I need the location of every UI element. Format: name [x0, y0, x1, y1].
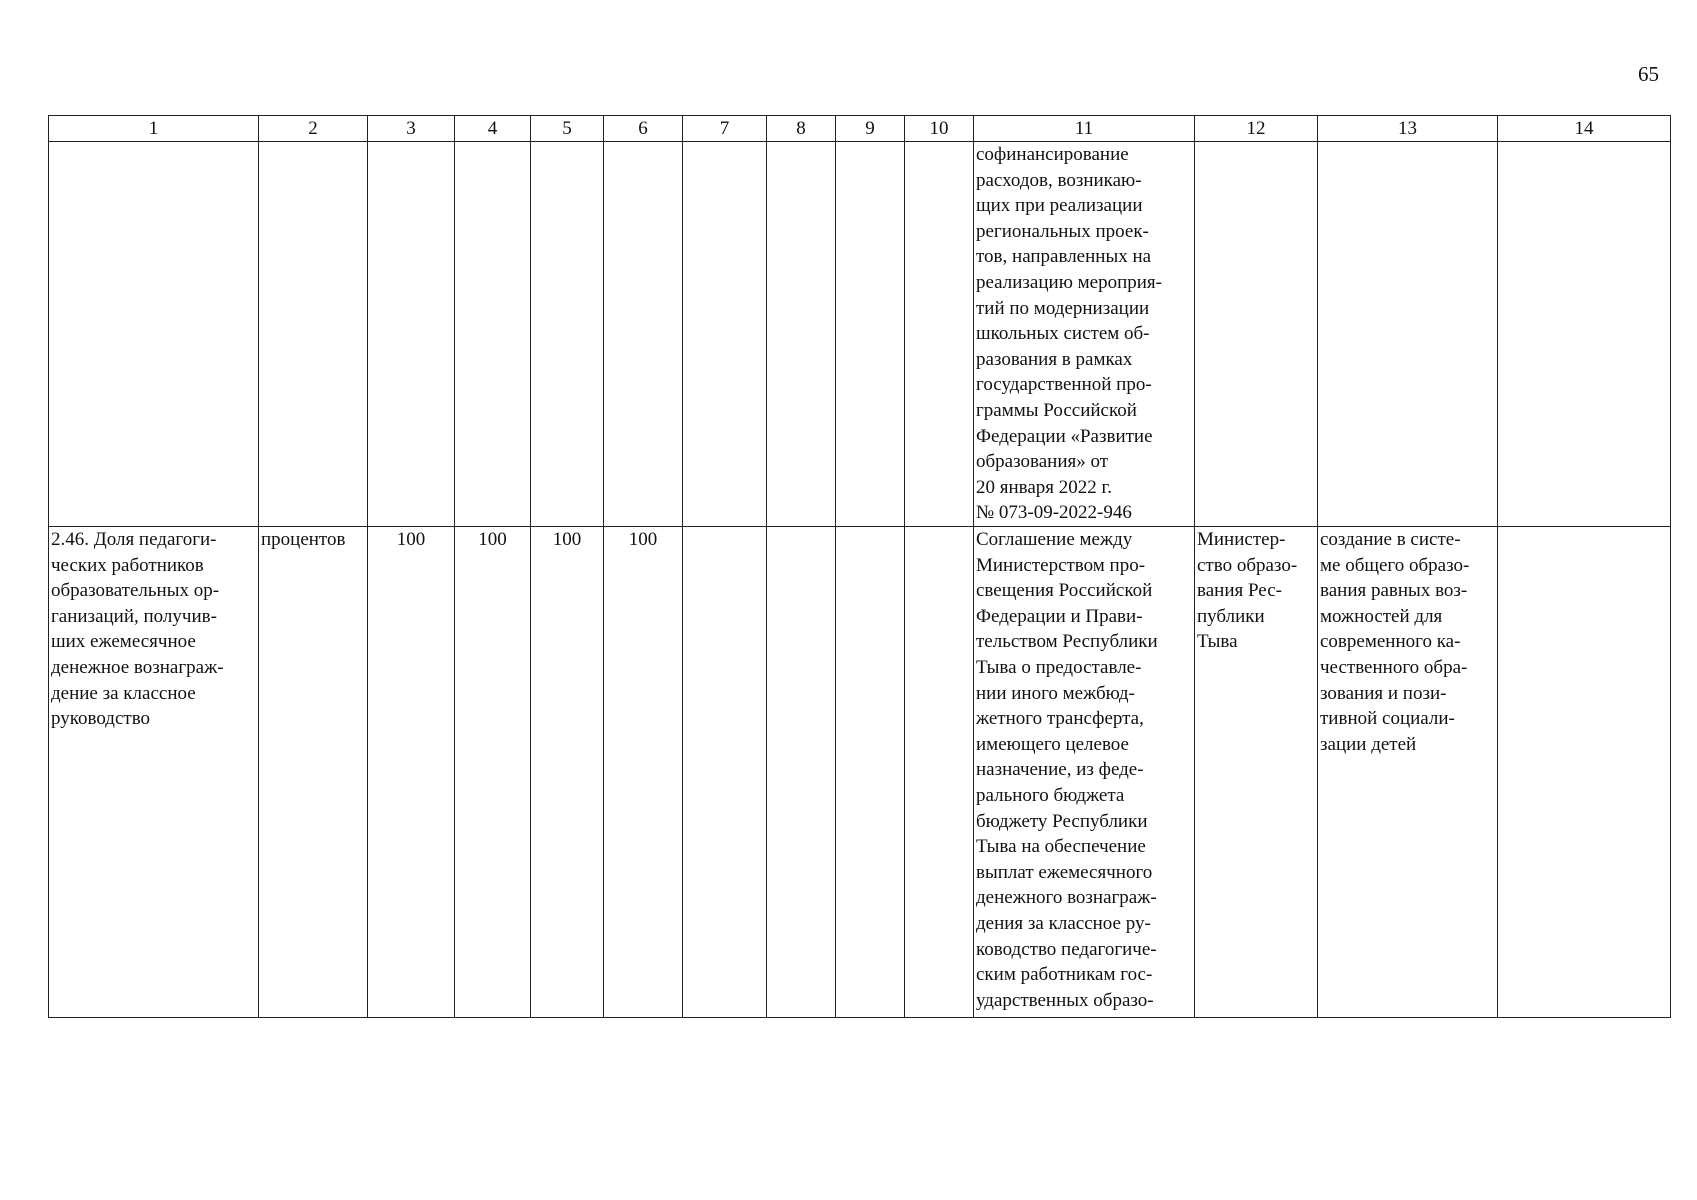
header-cell-2: 2: [259, 116, 368, 142]
indicators-table: [48, 115, 1671, 1018]
header-cell-4: 4: [455, 116, 531, 142]
table-header-row: [49, 116, 1671, 142]
table-cell: [836, 142, 905, 527]
table-cell: [49, 527, 259, 1018]
header-cell-8: 8: [767, 116, 836, 142]
table-cell: [767, 142, 836, 527]
table-cell: [974, 527, 1195, 1018]
table-cell: [1498, 142, 1671, 527]
table-cell: [974, 142, 1195, 527]
table-cell: [604, 527, 683, 1018]
responsible-body: Министер- ство образо- вания Рес- публики Тыва: [1197, 529, 1298, 653]
header-cell-13: 13: [1318, 116, 1498, 142]
table-cell: [905, 142, 974, 527]
header-cell-7: 7: [683, 116, 767, 142]
table-cell: [604, 142, 683, 527]
value-col-5: 100: [552, 529, 582, 550]
header-cell-5: 5: [531, 116, 604, 142]
header-cell-6: 6: [604, 116, 683, 142]
value-col-6: 100: [628, 529, 658, 550]
table-row: [49, 527, 1671, 1018]
table-cell: [1195, 527, 1318, 1018]
table-cell: [455, 142, 531, 527]
table-cell: [683, 142, 767, 527]
table-row: [49, 142, 1671, 527]
table-cell: [531, 527, 604, 1018]
table-cell: [1318, 142, 1498, 527]
table-cell: [1318, 527, 1498, 1018]
header-cell-3: 3: [368, 116, 455, 142]
unit-of-measure: процентов: [261, 529, 346, 550]
table-cell: [1195, 142, 1318, 527]
table-cell: [368, 527, 455, 1018]
table-cell: [455, 527, 531, 1018]
table-cell: [531, 142, 604, 527]
header-cell-12: 12: [1195, 116, 1318, 142]
table-cell: [259, 142, 368, 527]
table-cell: [259, 527, 368, 1018]
expected-result: создание в систе- ме общего образо- вания равных воз- можностей для современного ка- чественного обра- зования и пози- тивной социали- зации детей: [1320, 529, 1470, 755]
basis-document-text: софинансирование расходов, возникаю- щих при реализации региональных проек- тов, направленных на реализацию мероприя- тий по модернизации школьных систем об- разования в рамках государственной про- граммы Российской Федерации «Развитие образования» от 20 января 2022 г. № 073-09-2022-946: [976, 144, 1162, 524]
header-cell-9: 9: [836, 116, 905, 142]
table-cell: [368, 142, 455, 527]
table-cell: [767, 527, 836, 1018]
header-cell-1: 1: [49, 116, 259, 142]
header-cell-10: 10: [905, 116, 974, 142]
value-col-4: 100: [478, 529, 507, 550]
table-cell: [49, 142, 259, 527]
basis-document-text: Соглашение между Министерством про- свещения Российской Федерации и Прави- тельством Республики Тыва о предоставле- нии иного межбюд- жетного трансферта, имеющего целевое назначение, из феде- рального бюджета бюджету Республики Тыва на обеспечение выплат ежемесячного денежного вознаграж- дения за классное ру- ководство педагогиче- ским работникам гос- ударственных образо-: [976, 529, 1158, 1011]
value-col-3: 100: [396, 529, 426, 550]
header-cell-11: 11: [974, 116, 1195, 142]
header-cell-14: 14: [1498, 116, 1671, 142]
table-cell: [905, 527, 974, 1018]
indicator-name: 2.46. Доля педагоги- ческих работников образовательных ор- ганизаций, получив- ших ежемесячное денежное вознаграж- дение за классное руководство: [51, 529, 224, 730]
table-cell: [1498, 527, 1671, 1018]
table-cell: [836, 527, 905, 1018]
table-cell: [683, 527, 767, 1018]
page-number: 65: [1638, 62, 1659, 86]
